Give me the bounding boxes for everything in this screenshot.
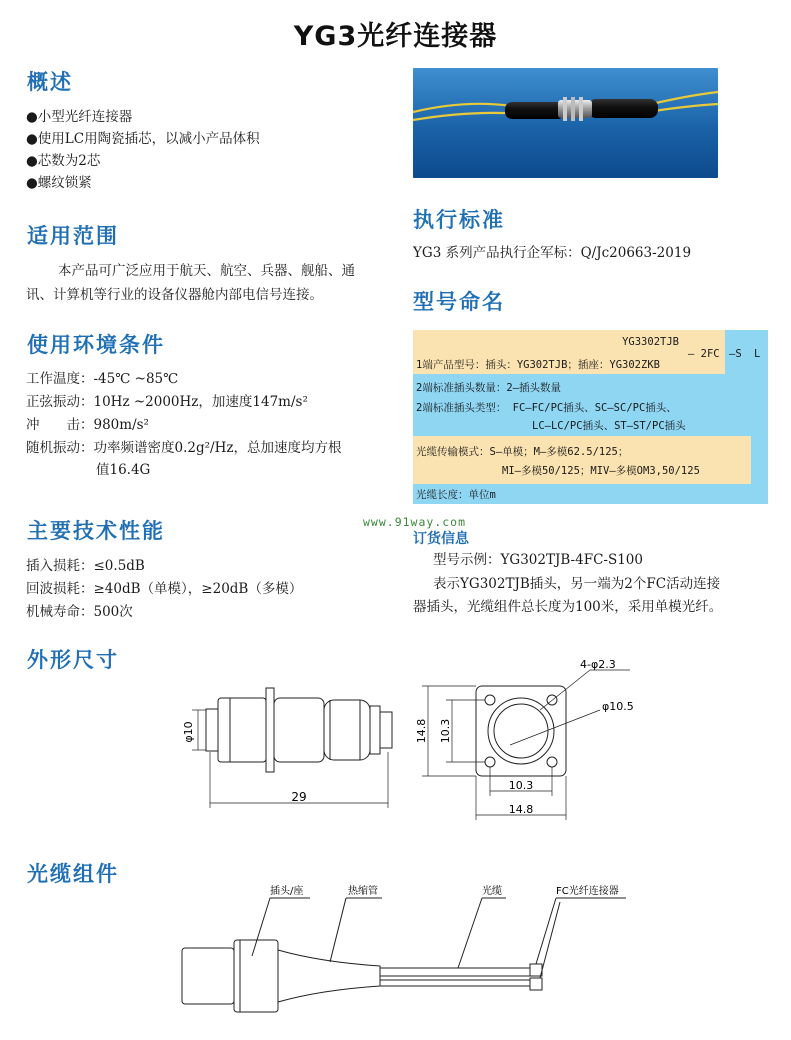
row-product-model bbox=[413, 330, 685, 374]
suffix-2fc: — 2FC bbox=[688, 348, 720, 360]
scope-text-line: 讯、计算机等行业的设备仪器舱内部电信号连接。 bbox=[26, 287, 323, 303]
row-text: 光缆长度：单位m bbox=[416, 489, 496, 501]
side-end-cap-left bbox=[206, 709, 218, 751]
dimension-drawing bbox=[170, 660, 770, 840]
environment-value: 980m/s² bbox=[93, 417, 149, 433]
naming-heading: 型号命名 bbox=[413, 290, 505, 314]
suffix-l: L bbox=[754, 348, 761, 360]
order-heading: 订货信息 bbox=[413, 531, 469, 547]
standard-heading: 执行标准 bbox=[413, 208, 505, 232]
row-cable-length bbox=[413, 484, 751, 504]
environment-continuation: 值16.4G bbox=[96, 462, 151, 478]
dim-holes-label: 4-φ2.3 bbox=[580, 660, 616, 671]
environment-row bbox=[26, 414, 149, 436]
dim-length-label: 29 bbox=[291, 790, 307, 804]
environment-value: 功率频谱密度0.2g²/Hz，总加速度均方根 bbox=[93, 440, 342, 456]
connector-photo-illustration bbox=[413, 68, 718, 178]
overview-item: ●芯数为2芯 bbox=[26, 153, 101, 169]
order-line: 型号示例：YG302TJB-4FC-S100 bbox=[433, 552, 643, 568]
suffix-s: —S bbox=[729, 348, 742, 360]
overview-heading: 概述 bbox=[27, 70, 73, 94]
label-cable: 光缆 bbox=[482, 886, 502, 897]
environment-label: 正弦振动： bbox=[26, 394, 94, 410]
row-plug-count bbox=[413, 374, 725, 398]
dim-v103-label: 10.3 bbox=[439, 718, 452, 744]
dim-v148-label: 14.8 bbox=[415, 718, 428, 744]
dimensions-heading: 外形尺寸 bbox=[27, 648, 119, 672]
dim-h148-label: 14.8 bbox=[508, 803, 534, 816]
environment-value: -45℃ ~85℃ bbox=[93, 371, 179, 387]
environment-label: 随机振动： bbox=[26, 440, 94, 456]
environment-row bbox=[26, 368, 178, 390]
assembly-heading: 光缆组件 bbox=[27, 862, 119, 886]
suffix-s-cell bbox=[725, 330, 751, 446]
product-photo bbox=[413, 68, 718, 178]
row-text: 2端标准插头类型： FC—FC/PC插头、SC—SC/PC插头、 bbox=[416, 402, 677, 414]
order-line: 器插头，光缆组件总长度为100米，采用单模光纤。 bbox=[413, 599, 723, 615]
watermark: www.91way.com bbox=[363, 515, 467, 529]
overview-item: ●使用LC用陶瓷插芯，以减小产品体积 bbox=[26, 131, 260, 147]
model-top-label: YG3302TJB bbox=[622, 336, 679, 348]
overview-item: ●螺纹锁紧 bbox=[26, 175, 92, 191]
row-plug-type bbox=[413, 398, 725, 436]
environment-label: 冲 击： bbox=[26, 417, 94, 433]
order-line: 表示YG302TJB插头，另一端为2个FC活动连接 bbox=[433, 576, 721, 592]
overview-item: ●小型光纤连接器 bbox=[26, 109, 133, 125]
page-title: YG3光纤连接器 bbox=[293, 21, 498, 52]
label-shrink-tube: 热缩管 bbox=[348, 886, 378, 897]
assembly-drawing bbox=[170, 880, 650, 1030]
label-plug: 插头/座 bbox=[270, 886, 304, 897]
row-text: 光缆传输模式：S—单模；M—多模62.5/125； bbox=[416, 446, 629, 458]
row-text: MI—多模50/125；MIV—多模OM3,50/125 bbox=[502, 465, 700, 477]
suffix-l-cell bbox=[751, 330, 768, 504]
row-transmission-mode bbox=[413, 436, 751, 484]
row-text: LC—LC/PC插头、ST—ST/PC插头 bbox=[532, 420, 686, 432]
performance-heading: 主要技术性能 bbox=[27, 519, 165, 543]
environment-row bbox=[26, 391, 308, 413]
standard-text: YG3 系列产品执行企军标：Q/Jc20663-2019 bbox=[413, 245, 692, 261]
row-text: 1端产品型号：插头：YG302TJB；插座：YG302ZKB bbox=[416, 359, 660, 371]
scope-text-line: 本产品可广泛应用于航天、航空、兵器、舰船、通 bbox=[58, 263, 355, 279]
dim-phi105-label: φ10.5 bbox=[602, 700, 634, 713]
environment-value: 10Hz ~2000Hz，加速度147m/s² bbox=[93, 394, 308, 410]
performance-row: 插入损耗：≤0.5dB bbox=[26, 558, 145, 574]
scope-heading: 适用范围 bbox=[27, 224, 119, 248]
label-fc-connector: FC光纤连接器 bbox=[556, 886, 619, 897]
environment-heading: 使用环境条件 bbox=[27, 333, 165, 357]
environment-row bbox=[26, 437, 341, 459]
row-text: 2端标准插头数量：2—插头数量 bbox=[416, 382, 561, 394]
performance-row: 机械寿命：500次 bbox=[26, 604, 133, 620]
model-naming-table bbox=[413, 330, 768, 504]
environment-label: 工作温度： bbox=[26, 371, 94, 387]
dim-phi10-label: φ10 bbox=[182, 721, 195, 743]
dim-h103-label: 10.3 bbox=[508, 779, 534, 792]
performance-row: 回波损耗：≥40dB（单模），≥20dB（多模） bbox=[26, 581, 303, 597]
